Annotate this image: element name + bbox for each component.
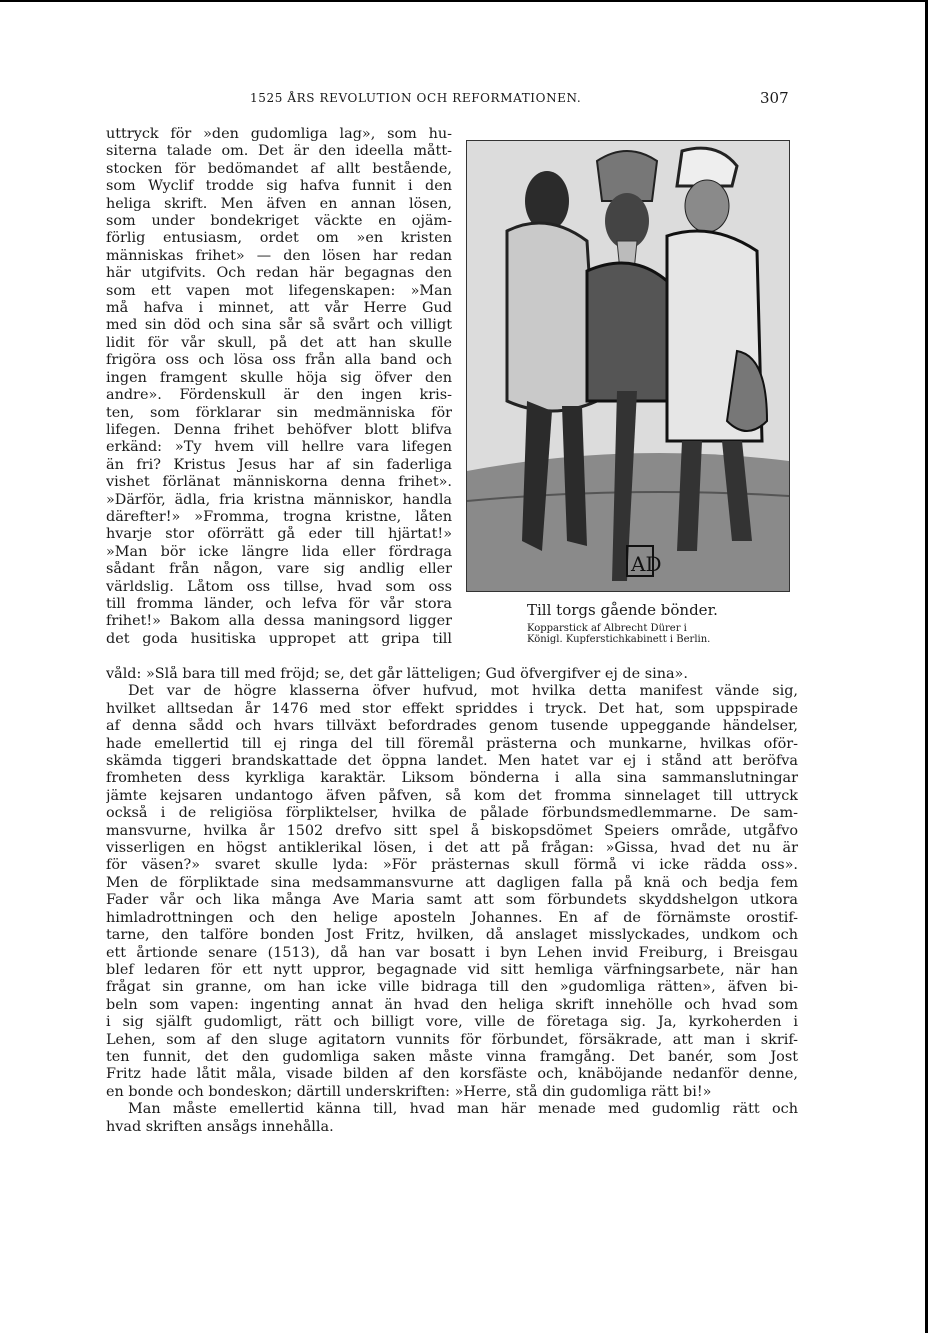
text-line: Fritz hade låtit måla, visade bilden af den korsfäste och, knäböjande nedanför denne, bbox=[106, 1066, 798, 1083]
text-line: jämte kejsaren undantogo äfven påfven, så kom det fromma sinnelaget till uttryck bbox=[106, 787, 798, 804]
text-line: ten funnit, det den gudomliga saken måste vinna framgång. Det banér, som Jost bbox=[106, 1048, 798, 1065]
text-line: skämda tiggeri brandskattade det öppna landet. Men hatet var ej i stånd att beröfva bbox=[106, 753, 798, 770]
figure-caption-credit bbox=[527, 623, 710, 645]
text-line: här utgifvits. Och redan här begagnas den bbox=[106, 265, 452, 282]
figure-caption-credit-line2: Königl. Kupferstichkabinett i Berlin. bbox=[527, 634, 711, 645]
text-line: Fader vår och lika många Ave Maria samt att som förbundets skyddshelgon utkora bbox=[106, 892, 798, 909]
text-line: fromheten dess kyrkliga karaktär. Liksom bönderna i alla sina sammanslutningar bbox=[106, 770, 798, 787]
text-line: vishet förlänat människorna denna frihet». bbox=[106, 474, 452, 491]
engraving-figure bbox=[466, 140, 790, 592]
text-line: världslig. Låtom oss tillse, hvad som oss bbox=[106, 578, 452, 595]
running-head: 1525 ÅRS REVOLUTION OCH REFORMATIONEN. bbox=[250, 91, 582, 105]
text-line: siterna talade om. Det är den ideella mått- bbox=[106, 143, 452, 160]
svg-text:AD: AD bbox=[631, 552, 662, 576]
text-line: lidit för vår skull, på det att han skulle bbox=[106, 334, 452, 351]
text-line: förlig entusiasm, ordet om »en kristen bbox=[106, 230, 452, 247]
text-line: blef ledaren för ett nytt uppror, begagnade vid sitt hemliga värfningsarbete, när han bbox=[106, 961, 798, 978]
text-line: af denna sådd och hvars tillväxt befordrades genom tusende uppeggande händelser, bbox=[106, 718, 798, 735]
text-line: stocken för bedömandet af allt bestående, bbox=[106, 160, 452, 177]
text-line: en bonde och bondeskon; därtill underskriften: »Herre, stå din gudomliga rätt bi!» bbox=[106, 1083, 712, 1100]
text-line: hvarje stor oförrätt gå eder till hjärtat!» bbox=[106, 526, 452, 543]
text-line: som under bondekriget väckte en ojäm- bbox=[106, 213, 452, 230]
text-line: Lehen, som af den sluge agitatorn vunnits för förbundet, försäkrade, att man i skrif- bbox=[106, 1031, 798, 1048]
text-line: »Man bör icke längre lida eller fördraga bbox=[106, 543, 452, 560]
text-line: må hafva i minnet, att vår Herre Gud bbox=[106, 300, 452, 317]
text-line: för väsen?» svaret skulle lyda: »För prästernas skull förmå vi icke rädda oss». bbox=[106, 857, 798, 874]
text-line: ett årtionde senare (1513), då han var bosatt i byn Lehen invid Freiburg, i Breisgau bbox=[106, 944, 798, 961]
text-line: med sin död och sina sår så svårt och villigt bbox=[106, 317, 452, 334]
text-line: uttryck för »den gudomliga lag», som hu- bbox=[106, 126, 452, 142]
text-line: till fromma länder, och lefva för vår stora bbox=[106, 595, 452, 612]
text-line: frågat sin granne, om han icke ville bidraga till den »gudomliga rätten», äfven bi- bbox=[106, 979, 798, 996]
text-line: människas frihet» — den lösen har redan bbox=[106, 247, 452, 264]
text-line: frigöra oss och lösa oss från alla band och bbox=[106, 352, 452, 369]
text-line: erkänd: »Ty hvem vill hellre vara lifegen bbox=[106, 439, 452, 456]
text-line: andre». Fördenskull är den ingen kris- bbox=[106, 387, 452, 404]
text-line: lifegen. Denna frihet behöfver blott blifva bbox=[106, 421, 452, 438]
text-line: Men de förpliktade sina medsammansvurne att dagligen falla på knä och bedja fem bbox=[106, 874, 798, 891]
figure-caption-title: Till torgs gående bönder. bbox=[527, 601, 718, 619]
text-line: i sig själft gudomligt, rätt och billigt vore, ville de företaga sig. Ja, kyrkoherden i bbox=[106, 1014, 798, 1031]
figure-caption-credit-line1: Kopparstick af Albrecht Dürer i bbox=[527, 623, 687, 634]
text-line: våld: »Slå bara till med fröjd; se, det går lätteligen; Gud öfvergifver ej de sina». bbox=[106, 666, 688, 682]
text-line: hade emellertid till ej ringa del till föremål prästerna och munkarne, hvilkas oför- bbox=[106, 735, 798, 752]
text-line: Det var de högre klasserna öfver hufvud, mot hvilka detta manifest vände sig, bbox=[128, 683, 798, 700]
text-line: hvad skriften ansågs innehålla. bbox=[106, 1118, 334, 1135]
text-line: som ett vapen mot lifegenskapen: »Man bbox=[106, 282, 452, 299]
page-number: 307 bbox=[760, 89, 789, 107]
text-line: det goda husitiska uppropet att gripa till bbox=[106, 630, 452, 647]
text-line: ingen framgent skulle höja sig öfver den bbox=[106, 369, 452, 386]
text-line: »Därför, ädla, fria kristna människor, handla bbox=[106, 491, 452, 508]
text-line: beln som vapen: ingenting annat än hvad den heliga skrift innehölle och hvad som bbox=[106, 996, 798, 1013]
text-line: mansvurne, hvilka år 1502 drefvo sitt spel å biskopsdömet Speiers område, utgåfvo bbox=[106, 822, 798, 839]
text-line: också i de religiösa förpliktelser, hvilka de pålade förbundsmedlemmarne. De sam- bbox=[106, 805, 798, 822]
text-line: Man måste emellertid känna till, hvad man här menade med gudomlig rätt och bbox=[128, 1101, 798, 1118]
text-line: hvilket alltsedan år 1476 med stor effekt spriddes i tryck. Det hat, som uppspirade bbox=[106, 700, 798, 717]
text-line: visserligen en högst antiklerikal lösen, i det att på frågan: »Gissa, hvad det nu är bbox=[106, 840, 798, 857]
text-line: heliga skrift. Men äfven en annan lösen, bbox=[106, 195, 452, 212]
text-line: därefter!» »Fromma, trogna kristne, låten bbox=[106, 508, 452, 525]
text-line: som Wyclif trodde sig hafva funnit i den bbox=[106, 178, 452, 195]
text-line: ten, som förklarar sin medmänniska för bbox=[106, 404, 452, 421]
peasants-engraving-illustration bbox=[467, 141, 789, 591]
text-line: tarne, den talföre bonden Jost Fritz, hvilken, då anslaget misslyckades, undkom och bbox=[106, 927, 798, 944]
column-text bbox=[106, 126, 452, 648]
text-line: sådant från någon, vare sig andlig eller bbox=[106, 561, 452, 578]
page-edge-top bbox=[0, 0, 928, 2]
main-text bbox=[106, 666, 798, 1136]
text-line: frihet!» Bakom alla dessa maningsord ligger bbox=[106, 613, 452, 630]
text-line: himladrottningen och den helige aposteln Johannes. En af de förnämste orostif- bbox=[106, 909, 798, 926]
text-line: än fri? Kristus Jesus har af sin faderliga bbox=[106, 456, 452, 473]
